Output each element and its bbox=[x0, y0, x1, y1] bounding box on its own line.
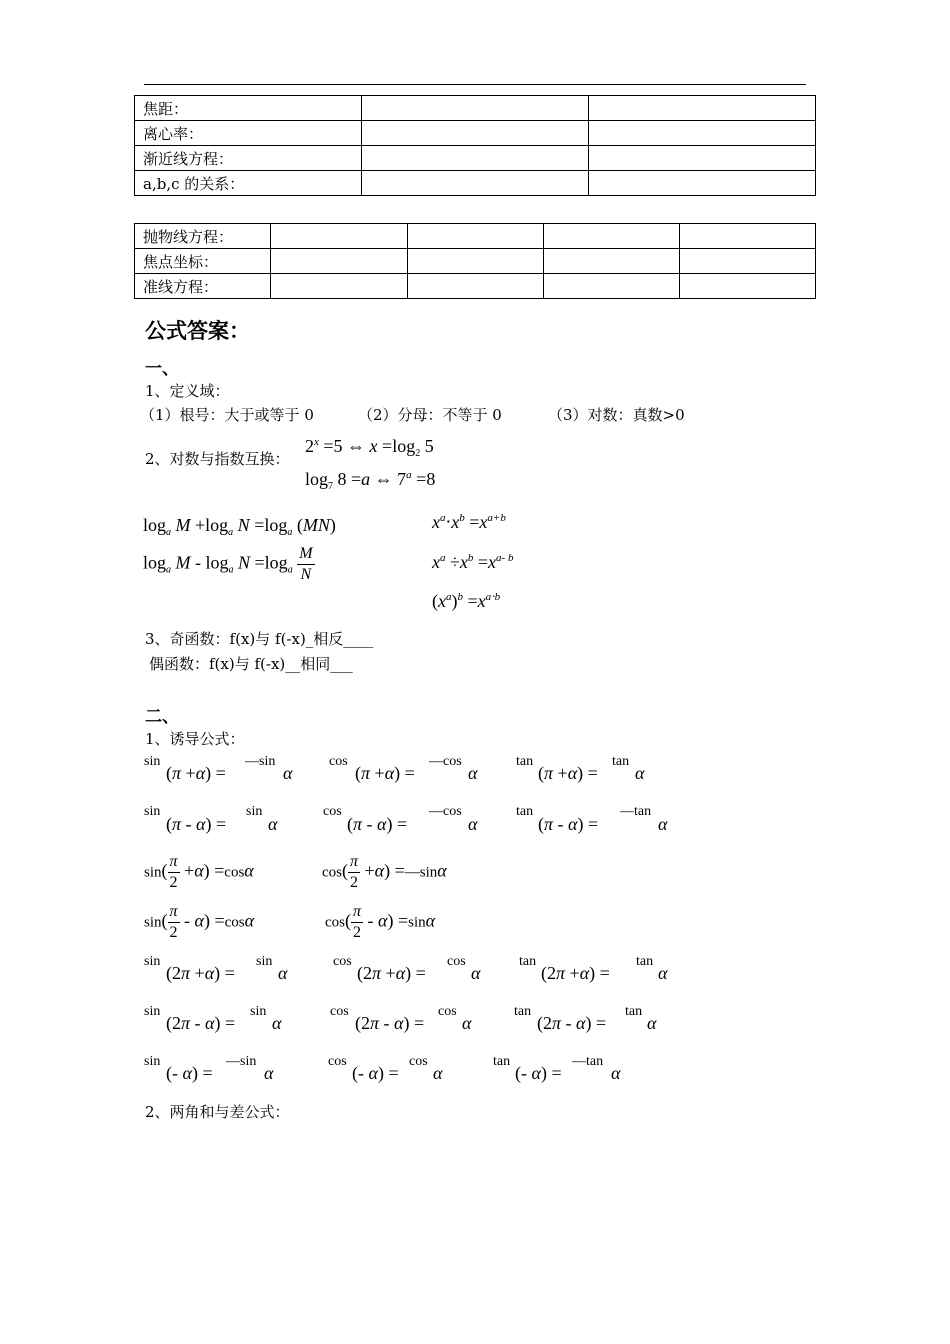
table-row bbox=[135, 249, 816, 274]
domain-rule-root: （1）根号：大于或等于 0 bbox=[140, 406, 314, 424]
part1-item1-title: 1、定义域： bbox=[145, 382, 230, 400]
induction-sin-half-pi-plus: sin( $\frac{\pi}{2}$ +α) =cosα bbox=[144, 853, 254, 891]
log-product-rule: $\log_a M +\log_a$ $N =\log_a$ (MN) bbox=[143, 515, 336, 538]
table-row bbox=[135, 274, 816, 299]
odd-function-line: 3、奇函数：f(x)与 f(-x)_相反____ bbox=[145, 630, 374, 648]
part2-heading: 二、 bbox=[145, 707, 179, 727]
hyperbola-table bbox=[134, 95, 816, 196]
induction-sin-half-pi-minus: sin( $\frac{\pi}{2}$ - α) =cosα bbox=[144, 903, 255, 941]
blank-cell bbox=[589, 146, 816, 171]
part1-heading: 一、 bbox=[145, 359, 179, 379]
row-label: 焦距： bbox=[135, 96, 362, 121]
blank-cell bbox=[679, 249, 815, 274]
blank-cell bbox=[543, 249, 679, 274]
blank-cell bbox=[589, 96, 816, 121]
table-row bbox=[135, 171, 816, 196]
row-label: a,b,c 的关系： bbox=[135, 171, 362, 196]
table-row bbox=[135, 146, 816, 171]
blank-cell bbox=[589, 171, 816, 196]
blank-cell bbox=[271, 274, 407, 299]
blank-cell bbox=[589, 121, 816, 146]
log-exp-equation-1: $2^x =5$ ⇔ $x =\log_2$ 5 bbox=[305, 436, 434, 459]
blank-cell bbox=[407, 274, 543, 299]
table-row bbox=[135, 224, 816, 249]
exp-power-rule: $(x^a)^b =x^{a\cdot b}$ bbox=[432, 591, 501, 611]
blank-cell bbox=[543, 224, 679, 249]
log-quotient-rule: $\log_a M - \log_a N =\log_a$ $\frac{M}{N}$ bbox=[143, 545, 313, 583]
row-label: 抛物线方程： bbox=[135, 224, 271, 249]
induction-cos-half-pi-minus: cos( $\frac{\pi}{2}$ - α) =sinα bbox=[325, 903, 436, 941]
header-rule bbox=[144, 84, 806, 85]
domain-rule-log: （3）对数：真数>0 bbox=[548, 406, 685, 424]
row-label: 准线方程： bbox=[135, 274, 271, 299]
part2-item2-title: 2、两角和与差公式： bbox=[145, 1103, 290, 1121]
blank-cell bbox=[679, 224, 815, 249]
table-row bbox=[135, 96, 816, 121]
row-label: 离心率： bbox=[135, 121, 362, 146]
parabola-table bbox=[134, 223, 816, 299]
blank-cell bbox=[407, 249, 543, 274]
blank-cell bbox=[407, 224, 543, 249]
row-label: 渐近线方程： bbox=[135, 146, 362, 171]
induction-cos-half-pi-plus: cos( $\frac{\pi}{2}$ +α) =—sinα bbox=[322, 853, 447, 891]
blank-cell bbox=[362, 121, 589, 146]
blank-cell bbox=[362, 146, 589, 171]
domain-rule-denominator: （2）分母：不等于 0 bbox=[358, 406, 502, 424]
blank-cell bbox=[679, 274, 815, 299]
part2-item1-title: 1、诱导公式： bbox=[145, 730, 245, 748]
exp-product-rule: $x^a\cdot x^b =x^{a+b}$ bbox=[432, 512, 506, 532]
blank-cell bbox=[271, 249, 407, 274]
table-row bbox=[135, 121, 816, 146]
blank-cell bbox=[362, 96, 589, 121]
section-title: 公式答案： bbox=[145, 319, 250, 343]
exp-quotient-rule: $x^a \div x^b =x^{a- b}$ bbox=[432, 552, 514, 572]
log-exp-equation-2: $\log_7 8 =a$ ⇔ $7^a =8$ bbox=[305, 469, 436, 492]
part1-item2-title: 2、对数与指数互换： bbox=[145, 450, 290, 468]
even-function-line: 偶函数：f(x)与 f(-x)__相同___ bbox=[149, 655, 353, 673]
blank-cell bbox=[362, 171, 589, 196]
blank-cell bbox=[543, 274, 679, 299]
blank-cell bbox=[271, 224, 407, 249]
row-label: 焦点坐标： bbox=[135, 249, 271, 274]
